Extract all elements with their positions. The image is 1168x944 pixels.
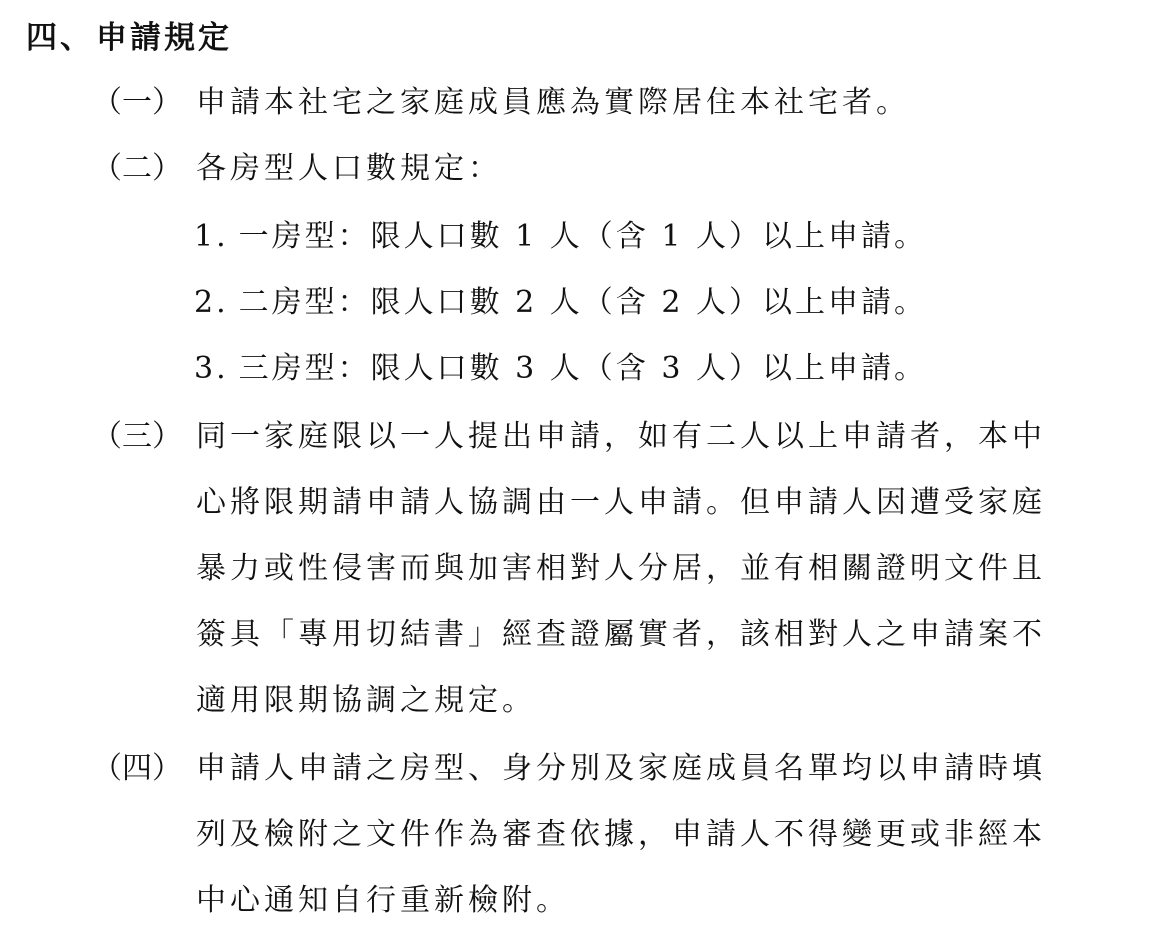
rule-item-line: 暴力或性侵害而與加害相對人分居，並有相關證明文件且	[196, 551, 1046, 586]
rule-item-body	[196, 136, 1126, 202]
room-type-item	[194, 204, 1094, 270]
section-title: 申請規定	[96, 20, 232, 56]
rule-item-label: （四）	[92, 751, 182, 786]
rule-item-line: 心將限期請申請人協調由一人申請。但申請人因遭受家庭	[196, 485, 1046, 520]
rule-item-body	[196, 70, 1126, 136]
room-type-number: 2.	[194, 285, 229, 320]
room-type-text: 一房型：限人口數 1 人（含 1 人）以上申請。	[238, 219, 927, 254]
rule-item-line: 適用限期協調之規定。	[196, 683, 536, 718]
rule-item-line: 簽具「專用切結書」經查證屬實者，該相對人之申請案不	[196, 617, 1046, 652]
rule-item-label: （二）	[92, 151, 182, 186]
room-type-number: 3.	[194, 351, 229, 386]
rule-item-label: （一）	[92, 85, 182, 120]
room-type-text: 二房型：限人口數 2 人（含 2 人）以上申請。	[238, 285, 927, 320]
room-type-item	[194, 336, 1094, 402]
room-type-list	[194, 204, 1094, 402]
rule-item-body	[196, 404, 1126, 734]
rule-item-body	[196, 736, 1126, 934]
room-type-number: 1.	[194, 219, 229, 254]
rule-item-line: 中心通知自行重新檢附。	[196, 883, 570, 918]
rule-item-line: 列及檢附之文件作為審查依據，申請人不得變更或非經本	[196, 817, 1046, 852]
room-type-text: 三房型：限人口數 3 人（含 3 人）以上申請。	[238, 351, 927, 386]
section-number: 四、	[26, 20, 94, 56]
rule-item-line: 同一家庭限以一人提出申請，如有二人以上申請者，本中	[196, 419, 1046, 454]
section-heading	[26, 16, 232, 60]
rule-item-line: 申請本社宅之家庭成員應為實際居住本社宅者。	[196, 85, 910, 120]
room-type-item	[194, 270, 1094, 336]
rule-item-line: 申請人申請之房型、身分別及家庭成員名單均以申請時填	[196, 751, 1046, 786]
rule-item-line: 各房型人口數規定：	[196, 151, 502, 186]
rule-item-label: （三）	[92, 419, 182, 454]
